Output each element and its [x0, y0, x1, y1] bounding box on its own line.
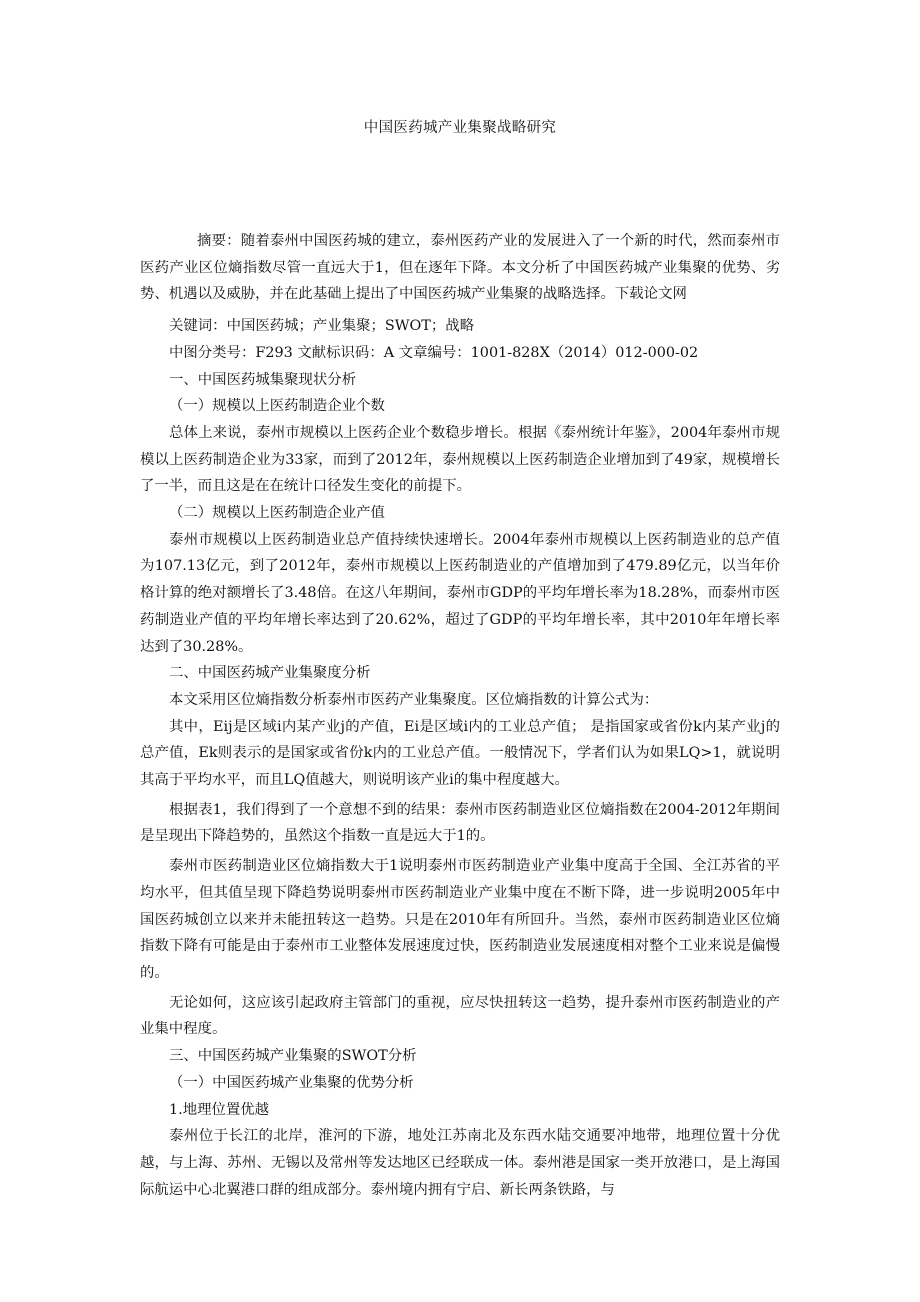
body-paragraph: 无论如何，这应该引起政府主管部门的重视，应尽快扭转这一趋势，提升泰州市医药制造业的产业集中程度。 [140, 994, 780, 1038]
body-paragraph: 泰州市规模以上医药制造业总产值持续快速增长。2004年泰州市规模以上医药制造业的总产值为107.13亿元，到了2012年，泰州市规模以上医药制造业的产值增加到了479.89亿元，以当年价格计算的绝对额增长了3.48倍。在这八年期间，泰州市GDP的平均年增长率为18.28%，而泰州市医药制造业产值的平均年增长率达到了20.62%，超过了GDP的平均年增长率，其中2010年年增长率达到了30.28%。 [140, 531, 780, 655]
classification-line: 中图分类号：F293 文献标识码：A 文章编号：1001-828X（2014）012-000-02 [169, 344, 699, 361]
section-heading-3: 三、中国医药城产业集聚的SWOT分析 [169, 1048, 417, 1065]
body-paragraph: 泰州市医药制造业区位熵指数大于1说明泰州市医药制造业产业集中度高于全国、全江苏省的平均水平，但其值呈现下降趋势说明泰州市医药制造业产业集中度在不断下降，进一步说明2005年中国医药城创立以来并未能扭转这一趋势。只是在2010年有所回升。当然，泰州市医药制造业区位熵指数下降有可能是由于泰州市工业整体发展速度过快，医药制造业发展速度相对整个工业来说是偏慢的。 [140, 858, 780, 981]
body-paragraph: 总体上来说，泰州市规模以上医药企业个数稳步增长。根据《泰州统计年鉴》，2004年泰州市规模以上医药制造企业为33家，而到了2012年，泰州规模以上医药制造企业增加到了49家，规模增长了一半，而且这是在在统计口径发生变化的前提下。 [140, 424, 780, 495]
body-paragraph: 泰州位于长江的北岸，淮河的下游，地处江苏南北及东西水陆交通要冲地带，地理位置十分优越，与上海、苏州、无锡以及常州等发达地区已经联成一体。泰州港是国家一类开放港口，是上海国际航运中心北翼港口群的组成部分。泰州境内拥有宁启、新长两条铁路，与 [140, 1128, 780, 1198]
keywords-line: 关键词：中国医药城；产业集聚；SWOT；战略 [169, 318, 475, 335]
body-paragraph: 本文采用区位熵指数分析泰州市医药产业集聚度。区位熵指数的计算公式为： [169, 691, 659, 708]
subsection-heading-3-1-1: 1.地理位置优越 [169, 1101, 270, 1118]
subsection-heading-1-2: （二）规模以上医药制造企业产值 [169, 505, 385, 522]
subsection-heading-1-1: （一）规模以上医药制造企业个数 [169, 398, 385, 415]
body-paragraph: 其中，Eij是区域i内某产业j的产值，Ei是区域i内的工业总产值； 是指国家或省份k内某产业j的总产值，Ek则表示的是国家或省份k内的工业总产值。一般情况下，学者们认为如果LQ>1，就说明其高于平均水平，而且LQ值越大，则说明该产业i的集中程度越大。 [140, 718, 780, 789]
section-heading-1: 一、中国医药城集聚现状分析 [169, 371, 357, 388]
document-body [140, 228, 780, 1203]
section-heading-2: 二、中国医药城产业集聚度分析 [169, 665, 371, 682]
document-title: 中国医药城产业集聚战略研究 [363, 120, 557, 136]
abstract-paragraph: 摘要：随着泰州中国医药城的建立，泰州医药产业的发展进入了一个新的时代，然而泰州市医药产业区位熵指数尽管一直远大于1，但在逐年下降。本文分析了中国医药城产业集聚的优势、劣势、机遇以及威胁，并在此基础上提出了中国医药城产业集聚的战略选择。下载论文网 [140, 233, 780, 303]
body-paragraph: 根据表1，我们得到了一个意想不到的结果：泰州市医药制造业区位熵指数在2004-2012年期间是呈现出下降趋势的，虽然这个指数一直是远大于1的。 [140, 801, 780, 845]
subsection-heading-3-1: （一）中国医药城产业集聚的优势分析 [169, 1074, 414, 1091]
